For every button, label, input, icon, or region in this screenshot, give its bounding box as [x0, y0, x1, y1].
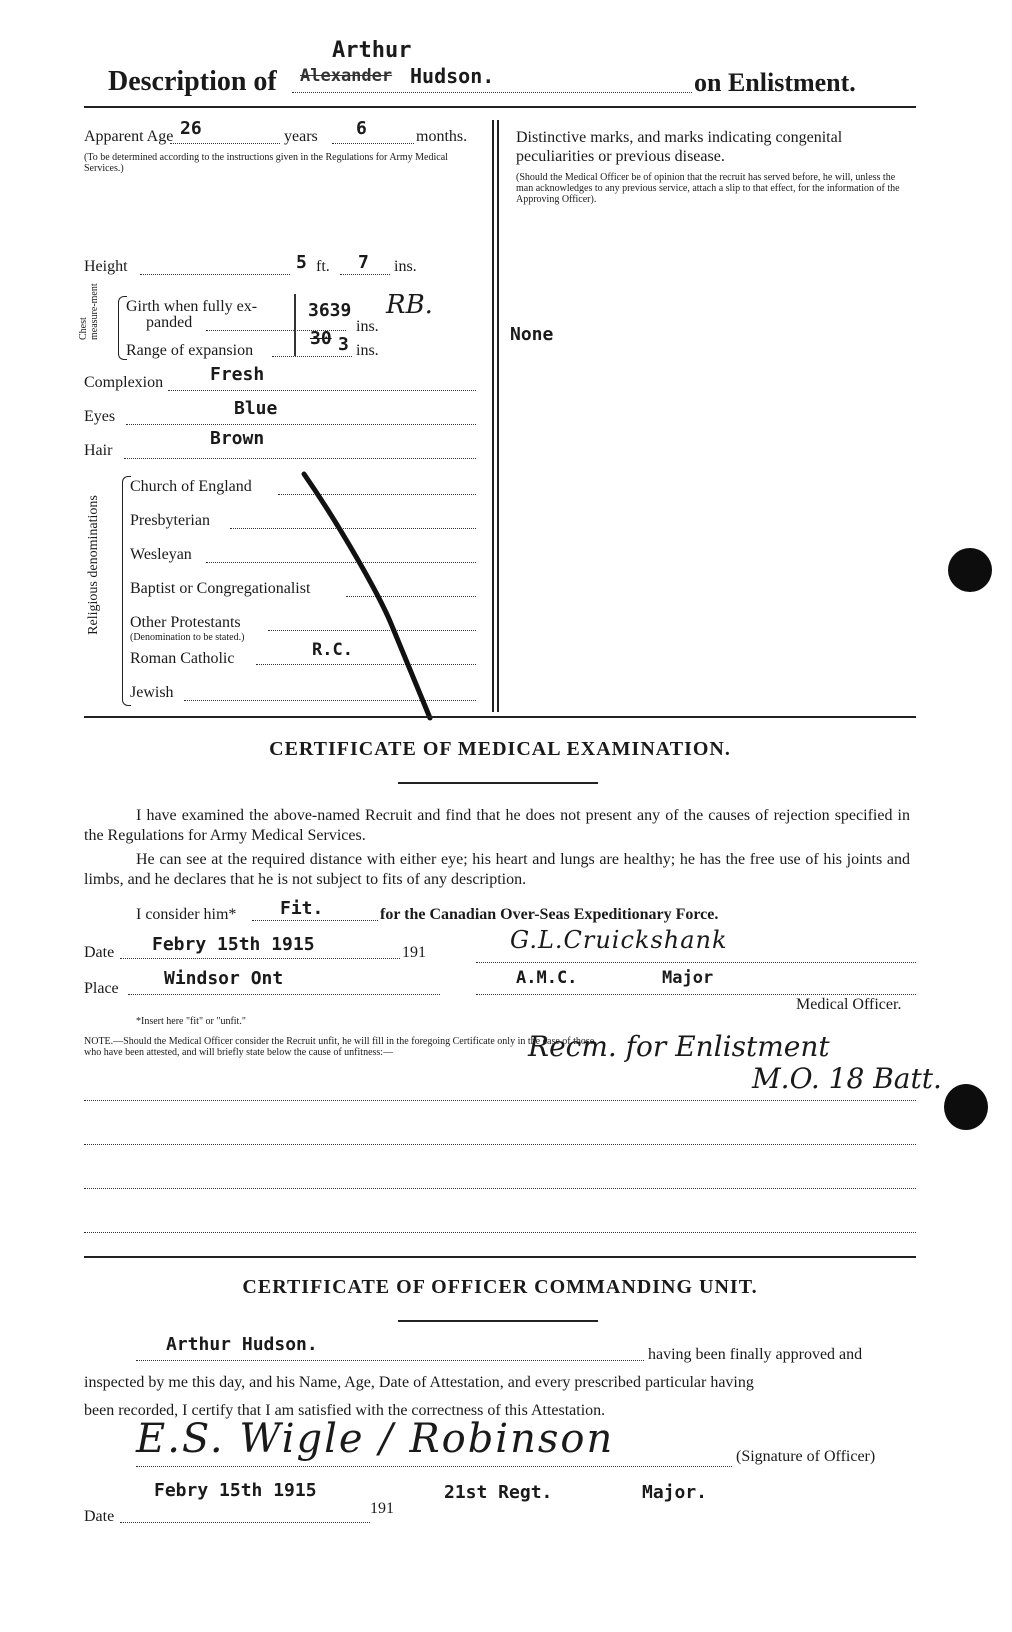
medical-officer-signature: G.L.Cruickshank [510, 926, 728, 954]
age-months-label: months. [416, 128, 468, 145]
commanding-regiment: 21st Regt. [444, 1482, 553, 1503]
range-value-struck: 30 [310, 328, 332, 349]
religion-wesleyan: Wesleyan [130, 546, 192, 563]
girth-initials: RB. [386, 290, 433, 320]
punch-hole-2 [944, 1084, 988, 1130]
distinctive-marks-note: (Should the Medical Officer be of opinion that the recruit has served before, he will, unless the man acknowledges to any previous service, attach a slip to that effect, for the information of the Approving Officer). [516, 172, 900, 205]
religion-other-protestants: Other Protestants [130, 614, 241, 631]
punch-hole-1 [948, 548, 992, 592]
distinctive-marks-heading: Distinctive marks, and marks indicating congenital peculiarities or previous disease. [516, 129, 843, 165]
medical-paragraph-2: He can see at the required distance with either eye; his heart and lungs are healthy; he has the free use of his joints and limbs, and he declares that he is not subject to fits of any description. [84, 851, 910, 888]
religion-jewish: Jewish [130, 684, 174, 701]
hair-value: Brown [210, 428, 265, 449]
girth-value: 3639 [308, 300, 352, 321]
medical-officer-label: Medical Officer. [796, 996, 902, 1013]
height-ft-label: ft. [316, 258, 330, 275]
chest-value-divider [294, 294, 296, 356]
medical-paragraph-1: I have examined the above-named Recruit and find that he does not present any of the causes of rejection specified in the Regulations for Army Medical Services. [84, 807, 910, 844]
medical-corps: A.M.C. [516, 968, 578, 988]
girth-unit: ins. [356, 318, 379, 335]
section-rule-1 [84, 716, 916, 718]
height-ins-label: ins. [394, 258, 417, 275]
age-years-label: years [284, 128, 318, 145]
medical-certificate-heading: CERTIFICATE OF MEDICAL EXAMINATION. [269, 738, 731, 760]
commanding-certificate-heading: CERTIFICATE OF OFFICER COMMANDING UNIT. [242, 1276, 758, 1298]
section-rule-2 [84, 1256, 916, 1258]
unfit-line-2 [84, 1144, 916, 1145]
medical-date-label: Date [84, 944, 115, 961]
medical-heading-rule [398, 782, 598, 784]
fit-unfit-note: *Insert here "fit" or "unfit." [136, 1016, 246, 1027]
height-ft-value: 5 [296, 252, 307, 273]
commanding-name-line [136, 1360, 644, 1361]
commanding-signature-line [136, 1466, 732, 1467]
commanding-text-1: having been finally approved and [648, 1346, 863, 1363]
religion-church-of-england: Church of England [130, 478, 252, 495]
height-label: Height [84, 258, 128, 275]
description-prefix: Description of [108, 66, 277, 97]
commanding-signature-label: (Signature of Officer) [736, 1448, 876, 1465]
medical-signature-line [476, 962, 916, 963]
chest-group-label: Chest measure-ment [78, 283, 100, 340]
eyes-value: Blue [234, 398, 278, 419]
column-divider-2 [497, 120, 499, 712]
range-label: Range of expansion [126, 342, 254, 359]
commanding-date-line [120, 1522, 370, 1523]
religion-group-label: Religious denominations [86, 495, 101, 635]
medical-date-year: 191 [402, 944, 426, 961]
unfit-line-3 [84, 1188, 916, 1189]
commanding-date-year: 191 [370, 1500, 394, 1517]
age-instructions-note: (To be determined according to the instructions given in the Regulations for Army Medical Services.) [84, 152, 448, 174]
complexion-value: Fresh [210, 364, 265, 385]
apparent-age-label: Apparent Age [84, 128, 174, 145]
surname: Hudson. [410, 64, 495, 88]
consider-suffix: for the Canadian Over-Seas Expeditionary Force. [380, 906, 719, 923]
name-dotted-line [292, 92, 692, 93]
religion-baptist: Baptist or Congregationalist [130, 580, 311, 597]
medical-place-value: Windsor Ont [164, 968, 284, 989]
unfit-line-1 [84, 1100, 916, 1101]
complexion-label: Complexion [84, 374, 164, 391]
first-name-inserted: Arthur [332, 38, 412, 63]
fitness-line [252, 920, 378, 921]
commanding-date-value: Febry 15th 1915 [154, 1480, 317, 1501]
eyes-line [126, 424, 476, 425]
age-years-line [170, 143, 280, 144]
hair-line [124, 458, 476, 459]
medical-rank: Major [662, 968, 714, 988]
height-ins-line [340, 274, 390, 275]
range-unit: ins. [356, 342, 379, 359]
religion-presbyterian: Presbyterian [130, 512, 210, 529]
height-ins-value: 7 [358, 252, 369, 273]
medical-place-line [128, 994, 440, 995]
medical-place-label: Place [84, 980, 119, 997]
commanding-officer-signature: E.S. Wigle / Robinson [136, 1416, 615, 1462]
girth-label-2: panded [146, 314, 193, 331]
distinctive-marks-value: None [510, 324, 554, 345]
religion-other-note: (Denomination to be stated.) [130, 632, 245, 643]
roman-catholic-value: R.C. [312, 640, 353, 660]
height-lead-line [140, 274, 290, 275]
hair-label: Hair [84, 442, 113, 459]
girth-label-1: Girth when fully ex- [126, 298, 258, 315]
commanding-rank: Major. [642, 1482, 708, 1503]
age-months-value: 6 [356, 118, 367, 139]
column-divider [492, 120, 494, 712]
medical-rank-line [476, 994, 916, 995]
unfit-line-4 [84, 1232, 916, 1233]
range-line [272, 356, 352, 357]
fitness-value: Fit. [280, 898, 324, 919]
age-years-value: 26 [180, 118, 202, 139]
handwritten-recommendation: Recm. for Enlistment [528, 1030, 830, 1063]
commanding-date-label: Date [84, 1508, 115, 1525]
medical-date-line [120, 958, 400, 959]
medical-date-value: Febry 15th 1915 [152, 934, 315, 955]
commanding-text-2: inspected by me this day, and his Name, Age, Date of Attestation, and every prescribed particular having [84, 1374, 754, 1391]
range-value: 3 [338, 334, 349, 355]
complexion-line [168, 390, 476, 391]
religion-strike-line [290, 466, 450, 726]
age-months-line [332, 143, 414, 144]
unfit-note: NOTE.—Should the Medical Officer consider the Recruit unfit, he will fill in the foregoing Certificate only in the case of those who have been attested, and will briefly state below the cause of unfitness:— [84, 1036, 595, 1058]
commanding-heading-rule [398, 1320, 598, 1322]
header-rule [84, 106, 916, 108]
religion-roman-catholic: Roman Catholic [130, 650, 235, 667]
commanding-text-3: been recorded, I certify that I am satisfied with the correctness of this Attestation. [84, 1402, 606, 1419]
description-suffix: on Enlistment. [694, 68, 856, 97]
handwritten-mo: M.O. 18 Batt. [752, 1062, 942, 1095]
commanding-name-value: Arthur Hudson. [166, 1334, 318, 1355]
struck-first-name: Alexander [300, 66, 393, 86]
eyes-label: Eyes [84, 408, 116, 425]
consider-prefix: I consider him* [136, 906, 237, 923]
